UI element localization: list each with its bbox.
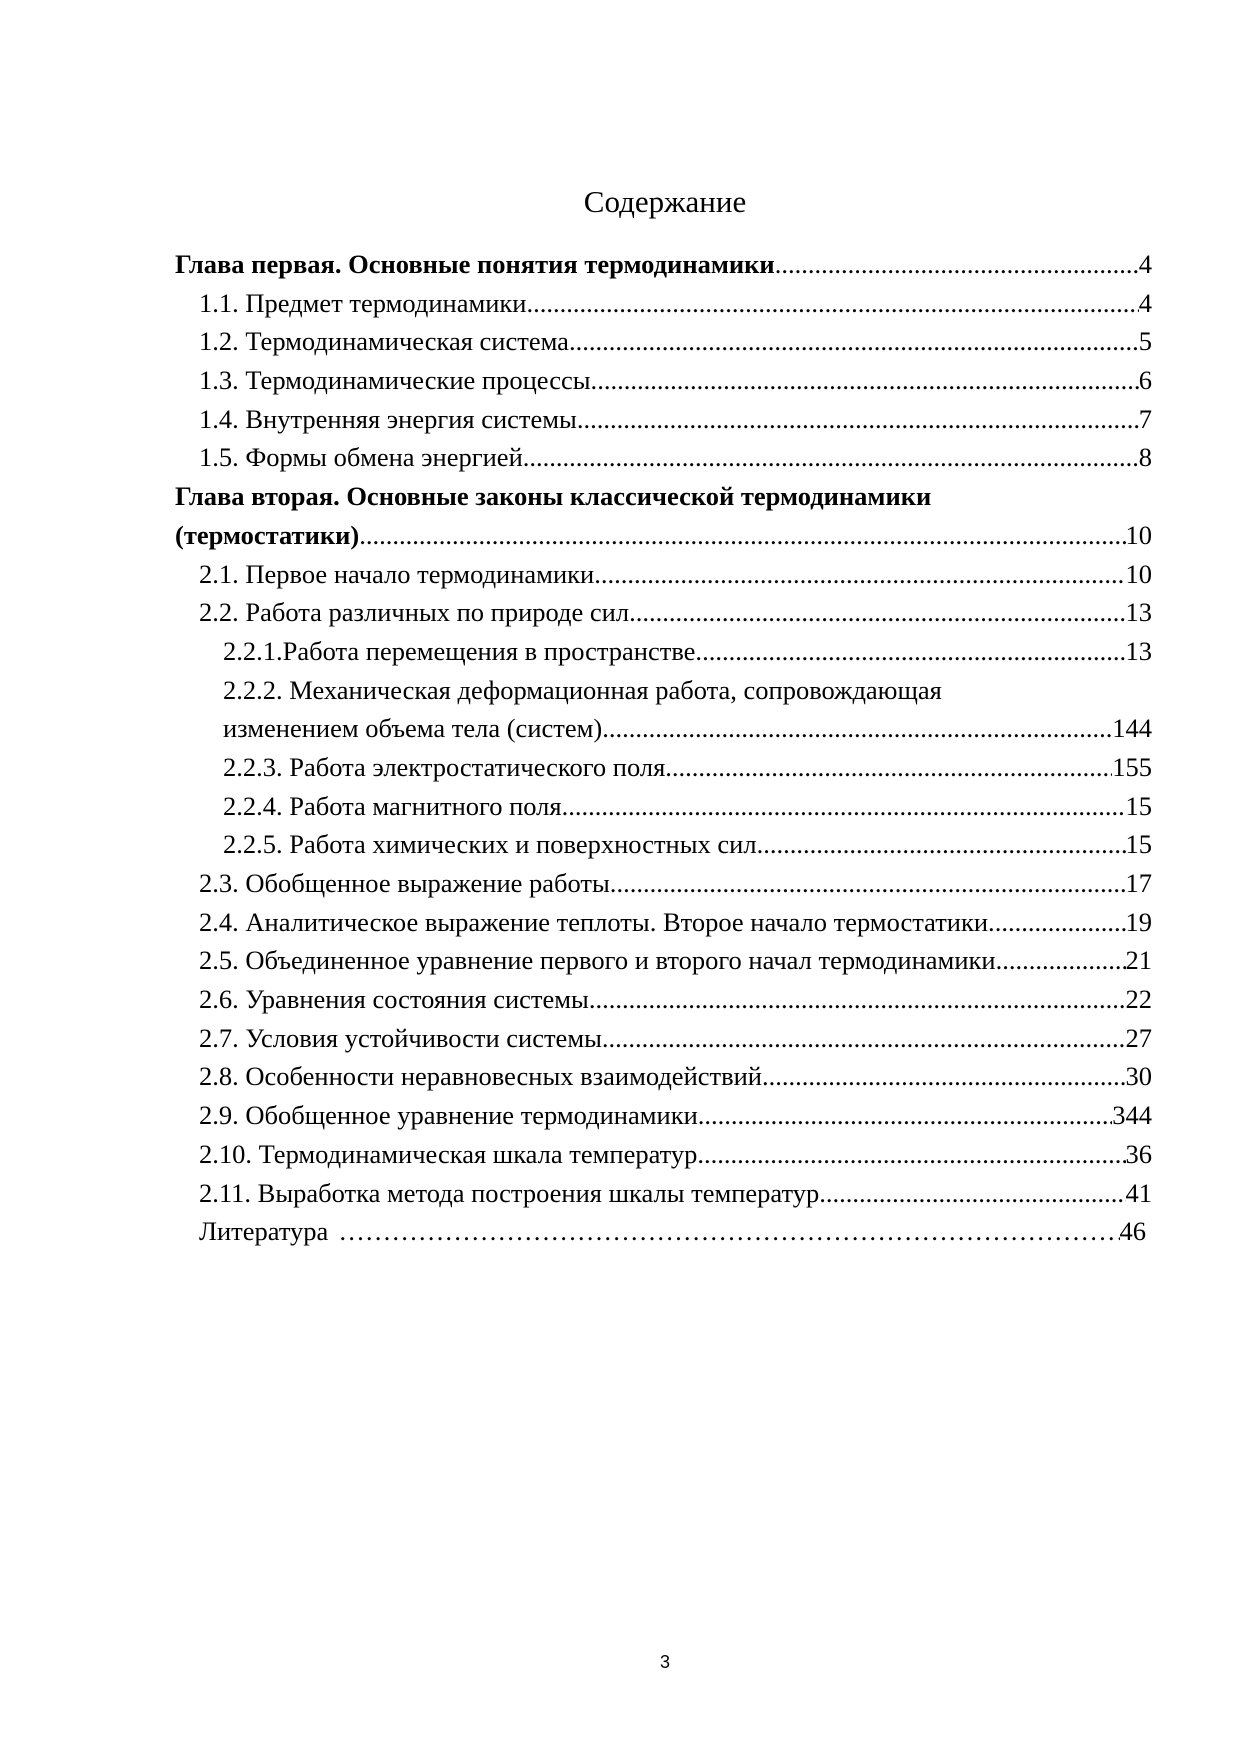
toc-entry-label: 2.10. Термодинамическая шкала температур bbox=[199, 1138, 698, 1169]
toc-entry-1-3[interactable] bbox=[175, 361, 1152, 400]
toc-entry-2-2-2-line1[interactable] bbox=[175, 671, 1152, 710]
leader-dots bbox=[529, 438, 1138, 477]
toc-entry-page: 30 bbox=[1125, 1061, 1152, 1092]
toc-entry-page: 15 bbox=[1125, 829, 1152, 860]
toc-entry-label: 1.4. Внутренняя энергия системы bbox=[199, 403, 577, 434]
toc-entry-page: 10 bbox=[1125, 519, 1152, 550]
toc-entry-2-4[interactable] bbox=[175, 903, 1152, 942]
toc-entry-page: 6 bbox=[1138, 365, 1152, 396]
toc-entry-label: 2.9. Обобщенное уравнение термодинамики bbox=[199, 1100, 698, 1131]
leader-dots bbox=[602, 1019, 1126, 1058]
toc-entry-1-5[interactable] bbox=[175, 438, 1152, 477]
toc-entry-2-10[interactable] bbox=[175, 1135, 1152, 1174]
toc-entry-page: 21 bbox=[1125, 945, 1152, 976]
toc-entry-page: 8 bbox=[1138, 442, 1152, 473]
toc-entry-2-7[interactable] bbox=[175, 1019, 1152, 1058]
toc-entry-1-2[interactable] bbox=[175, 322, 1152, 361]
toc-entry-page: 36 bbox=[1125, 1138, 1152, 1169]
toc-entry-label: 2.2.4. Работа магнитного поля. bbox=[223, 790, 569, 821]
leader-dots bbox=[359, 516, 1125, 555]
toc-entry-label: Глава первая. Основные понятия термодинамики bbox=[175, 249, 775, 279]
toc-entry-2-9[interactable] bbox=[175, 1096, 1152, 1135]
toc-entry-2-5[interactable] bbox=[175, 941, 1152, 980]
toc-entry-2-2-2-line2[interactable] bbox=[175, 709, 1152, 748]
toc-entry-label: 2.5. Объединенное уравнение первого и второго начал термодинамики bbox=[199, 945, 996, 976]
toc-entry-2-3[interactable] bbox=[175, 864, 1152, 903]
toc-entry-page: 5 bbox=[1138, 326, 1152, 357]
leader-dots bbox=[597, 361, 1139, 400]
toc-entry-label: Глава вторая. Основные законы классической термодинамики bbox=[175, 481, 932, 512]
toc-entry-label: 1.1. Предмет термодинамики bbox=[199, 287, 527, 318]
toc-entry-page: 4 bbox=[1138, 287, 1152, 318]
toc-entry-page: 344 bbox=[1112, 1100, 1152, 1131]
toc-entry-label: 2.7. Условия устойчивости системы bbox=[199, 1022, 602, 1053]
leader-dots bbox=[569, 322, 1139, 361]
toc-entry-label: 1.2. Термодинамическая система bbox=[199, 326, 569, 357]
leader-dots bbox=[995, 903, 1126, 942]
page-number: 3 bbox=[659, 1652, 670, 1672]
toc-entry-page: 13 bbox=[1125, 597, 1152, 628]
toc-entry-label: 2.4. Аналитическое выражение теплоты. Второе начало термостатики. bbox=[199, 906, 995, 937]
leader-dots bbox=[698, 1096, 1112, 1135]
toc-entry-label: 2.6. Уравнения состояния системы bbox=[199, 984, 589, 1015]
toc-entry-1-4[interactable] bbox=[175, 400, 1152, 439]
toc-entry-page: 41 bbox=[1125, 1177, 1152, 1208]
leader-dots bbox=[609, 709, 1112, 748]
toc-entry-label: 1.3. Термодинамические процессы. bbox=[199, 365, 598, 396]
toc-entry-page: 155 bbox=[1112, 751, 1152, 782]
leader-dots bbox=[328, 1212, 1119, 1251]
leader-dots bbox=[996, 941, 1126, 980]
leader-dots bbox=[577, 400, 1139, 439]
toc-entry-label: 2.2. Работа различных по природе сил. bbox=[199, 597, 636, 628]
toc-entry-label: 2.8. Особенности неравновесных взаимодействий bbox=[199, 1061, 762, 1092]
toc-entry-page: 13 bbox=[1125, 635, 1152, 666]
leader-dots bbox=[702, 632, 1125, 671]
toc-entry-2-1[interactable] bbox=[175, 555, 1152, 594]
toc-entry-chapter-1[interactable] bbox=[175, 245, 1152, 284]
toc-entry-label: 2.1. Первое начало термодинамики bbox=[199, 558, 595, 589]
toc-entry-2-2[interactable] bbox=[175, 593, 1152, 632]
toc-entry-2-8[interactable] bbox=[175, 1057, 1152, 1096]
toc-entry-2-6[interactable] bbox=[175, 980, 1152, 1019]
leader-dots bbox=[763, 825, 1125, 864]
toc-entry-chapter-2-line2[interactable] bbox=[175, 516, 1152, 555]
toc-entry-page: 17 bbox=[1125, 868, 1152, 898]
leader-dots bbox=[594, 555, 1125, 594]
toc-entry-page: 22 bbox=[1125, 984, 1152, 1015]
toc-entry-2-2-1[interactable] bbox=[175, 632, 1152, 671]
toc-entry-1-1[interactable] bbox=[175, 284, 1152, 323]
toc-entry-chapter-2-line1[interactable] bbox=[175, 477, 1152, 516]
leader-dots bbox=[568, 787, 1125, 826]
table-of-contents bbox=[175, 245, 1152, 1251]
toc-entry-label: 2.2.1.Работа перемещения в пространстве. bbox=[223, 635, 703, 666]
leader-dots bbox=[672, 748, 1112, 787]
leader-dots bbox=[636, 593, 1126, 632]
toc-entry-page: 144 bbox=[1112, 713, 1152, 744]
toc-entry-label: 2.2.3. Работа электростатического поля. bbox=[223, 751, 672, 782]
toc-entry-2-2-4[interactable] bbox=[175, 787, 1152, 826]
toc-entry-page: 7 bbox=[1138, 403, 1152, 434]
toc-entry-2-2-3[interactable] bbox=[175, 748, 1152, 787]
toc-entry-page: 10 bbox=[1125, 558, 1152, 589]
toc-entry-2-2-5[interactable] bbox=[175, 825, 1152, 864]
toc-entry-label: 2.3. Обобщенное выражение работы. bbox=[199, 868, 617, 898]
toc-entry-page: 15 bbox=[1125, 790, 1152, 821]
toc-entry-page: 46 bbox=[1119, 1216, 1146, 1247]
toc-title: Содержание bbox=[583, 184, 747, 219]
leader-dots bbox=[526, 284, 1138, 323]
leader-dots bbox=[762, 1057, 1126, 1096]
toc-entry-label: изменением объема тела (систем). bbox=[223, 713, 609, 744]
toc-entry-label: 2.2.2. Механическая деформационная работа, сопровождающая bbox=[223, 674, 942, 705]
toc-entry-2-11[interactable] bbox=[175, 1174, 1152, 1213]
toc-entry-label: Литература bbox=[199, 1216, 329, 1247]
toc-entry-label: 1.5. Формы обмена энергией. bbox=[199, 442, 530, 473]
toc-entry-literature[interactable] bbox=[175, 1212, 1152, 1251]
leader-dots bbox=[819, 1174, 1125, 1213]
leader-dots bbox=[589, 980, 1126, 1019]
leader-dots bbox=[616, 864, 1125, 903]
toc-entry-label: 2.2.5. Работа химических и поверхностных сил. bbox=[223, 829, 764, 860]
toc-entry-label: (термостатики) bbox=[175, 519, 360, 550]
leader-dots bbox=[697, 1135, 1125, 1174]
toc-entry-label: 2.11. Выработка метода построения шкалы температур bbox=[199, 1177, 820, 1208]
toc-entry-page: 4 bbox=[1138, 249, 1152, 279]
leader-dots bbox=[775, 245, 1139, 284]
toc-entry-page: 27 bbox=[1125, 1022, 1152, 1053]
toc-entry-page: 19 bbox=[1125, 906, 1152, 937]
